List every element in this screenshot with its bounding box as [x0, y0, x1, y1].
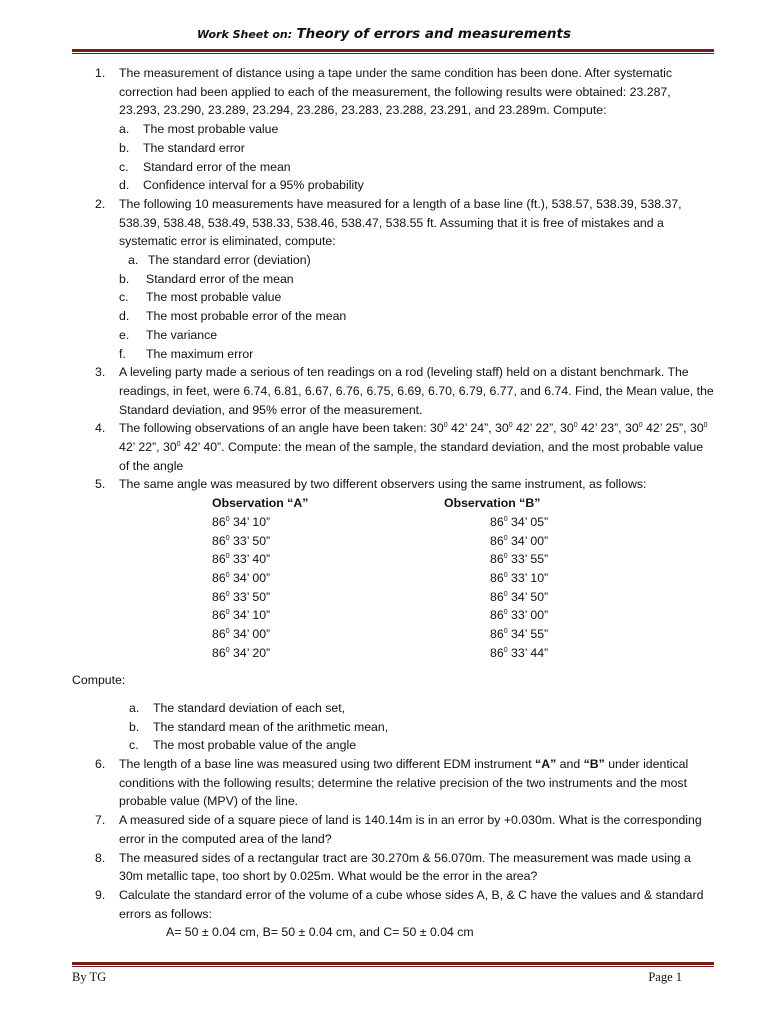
formula-line: A= 50 ± 0.04 cm, B= 50 ± 0.04 cm, and C= 50 ± 0.04 cm: [166, 925, 474, 940]
question-1: [72, 64, 714, 195]
observation-value: $86^0$ 34’ 00”: [212, 627, 271, 642]
footer-rule: [72, 962, 714, 967]
footer-page-number: Page 1: [648, 970, 682, 984]
sub-item: b. The standard mean of the arithmetic mean,: [129, 719, 389, 734]
sub-item: d. The most probable error of the mean: [119, 309, 347, 324]
header-prefix: Work Sheet on:: [196, 28, 293, 41]
sub-list: [119, 251, 714, 363]
sub-item: c. Standard error of the mean: [119, 159, 291, 174]
sub-item: a. The standard deviation of each set,: [129, 700, 346, 715]
question-text: The length of a base line was measured using two different EDM instrument “A” and “B” under identical conditions with the following results; determine the relative precision of the two instruments and the most probable value (MPV) of the line.: [119, 756, 689, 809]
footer-author: By TG: [72, 970, 107, 984]
question-number: 7.: [95, 813, 106, 828]
question-number: 4.: [95, 421, 106, 436]
question-4: [72, 419, 714, 475]
sub-list: [119, 120, 714, 195]
sub-item: d. Confidence interval for a 95% probability: [119, 178, 364, 193]
sub-item: b. Standard error of the mean: [119, 271, 294, 286]
observation-value: $86^0$ 34’ 55”: [490, 627, 549, 642]
sub-list: [129, 699, 714, 755]
observation-value: $86^0$ 33’ 55”: [490, 552, 549, 567]
question-text: Calculate the standard error of the volume of a cube whose sides A, B, & C have the values and & standard errors as follows:: [119, 887, 704, 921]
observation-value: $86^0$ 33’ 50”: [212, 533, 271, 548]
question-7: [72, 811, 714, 848]
observation-value: $86^0$ 33’ 40”: [212, 552, 271, 567]
question-8: [72, 849, 714, 886]
page-header: [0, 26, 768, 42]
observation-table: [72, 494, 714, 662]
observation-value: $86^0$ 34’ 00”: [490, 533, 549, 548]
question-number: 9.: [95, 887, 106, 902]
observation-value: $86^0$ 34’ 20”: [212, 645, 271, 660]
column-header: Observation “B”: [444, 496, 541, 511]
question-number: 5.: [95, 477, 106, 492]
question-text: The following observations of an angle have been taken: $30^0$ 42’ 24”, $30^0$ 42’ 22”, $30^0$ 42’ 23”, $30^0$ 42’ 25”, $30^0$ 42’ 22”, $30^0$ 42’ 40”. Compute: the mean of the sample, the standard deviation, and the most probable value of the angle: [119, 421, 708, 473]
question-text: The same angle was measured by two different observers using the same instrument, as follows:: [119, 477, 647, 492]
sub-item: c. The most probable value: [119, 290, 282, 305]
observation-value: $86^0$ 34’ 00”: [212, 570, 271, 585]
question-2: [72, 195, 714, 363]
header-rule: [72, 49, 714, 54]
sub-item: e. The variance: [119, 327, 218, 342]
question-3: [72, 363, 714, 419]
question-number: 6.: [95, 756, 106, 771]
sub-item: f. The maximum error: [119, 346, 254, 361]
observation-value: $86^0$ 34’ 10”: [212, 514, 271, 529]
observation-b-column: [444, 494, 548, 662]
question-5: [72, 475, 714, 494]
observation-value: $86^0$ 33’ 50”: [212, 589, 271, 604]
sub-item: c. The most probable value of the angle: [129, 738, 357, 753]
observation-value: $86^0$ 34’ 10”: [212, 608, 271, 623]
question-text: The measurement of distance using a tape under the same condition has been done. After systematic correction had been applied to each of the measurement, the following results were obtained: 23.287, 23.293, 23.290, 23.289, 23.294, 23.286, 23.283, 23.288, 23.291, and 23.289m. Compute:: [119, 66, 673, 118]
question-text: The measured sides of a rectangular tract are 30.270m & 56.070m. The measurement was made using a 30m metallic tape, too short by 0.025m. What would be the error in the area?: [119, 850, 691, 884]
page-footer: [72, 970, 682, 985]
observation-value: $86^0$ 33’ 10”: [490, 570, 549, 585]
question-number: 2.: [95, 196, 106, 211]
worksheet-body: [72, 64, 714, 942]
question-number: 8.: [95, 850, 106, 865]
sub-item: a. The standard error (deviation): [128, 253, 311, 268]
observation-value: $86^0$ 34’ 05”: [490, 514, 549, 529]
observation-value: $86^0$ 33’ 00”: [490, 608, 549, 623]
column-header: Observation “A”: [212, 496, 309, 511]
observation-value: $86^0$ 34’ 50”: [490, 589, 549, 604]
question-text: A leveling party made a serious of ten readings on a rod (leveling staff) held on a distant benchmark. The readings, in feet, were 6.74, 6.81, 6.67, 6.76, 6.75, 6.69, 6.70, 6.79, 6.77, and 6.74. Find, the Mean value, the Standard deviation, and 95% error of the measurement.: [119, 365, 714, 417]
compute-label: Compute:: [72, 673, 126, 688]
question-text: The following 10 measurements have measured for a length of a base line (ft.), 538.57, 538.39, 538.37, 538.39, 538.48, 538.49, 538.33, 538.46, 538.47, 538.55 ft. Assuming that it is free of mistakes and a systematic error is eliminated, compute:: [119, 196, 682, 249]
header-title: Theory of errors and measurements: [296, 26, 572, 42]
question-number: 1.: [95, 66, 106, 80]
question-9: [72, 886, 714, 923]
sub-item: b. The standard error: [119, 140, 245, 155]
sub-item: a. The most probable value: [119, 122, 279, 137]
question-number: 3.: [95, 365, 106, 380]
observation-value: $86^0$ 33’ 44”: [490, 645, 549, 660]
question-text: A measured side of a square piece of land is 140.14m is in an error by +0.030m. What is the corresponding error in the computed area of the land?: [119, 813, 702, 846]
question-6: [72, 755, 714, 811]
observation-a-column: [212, 494, 308, 662]
